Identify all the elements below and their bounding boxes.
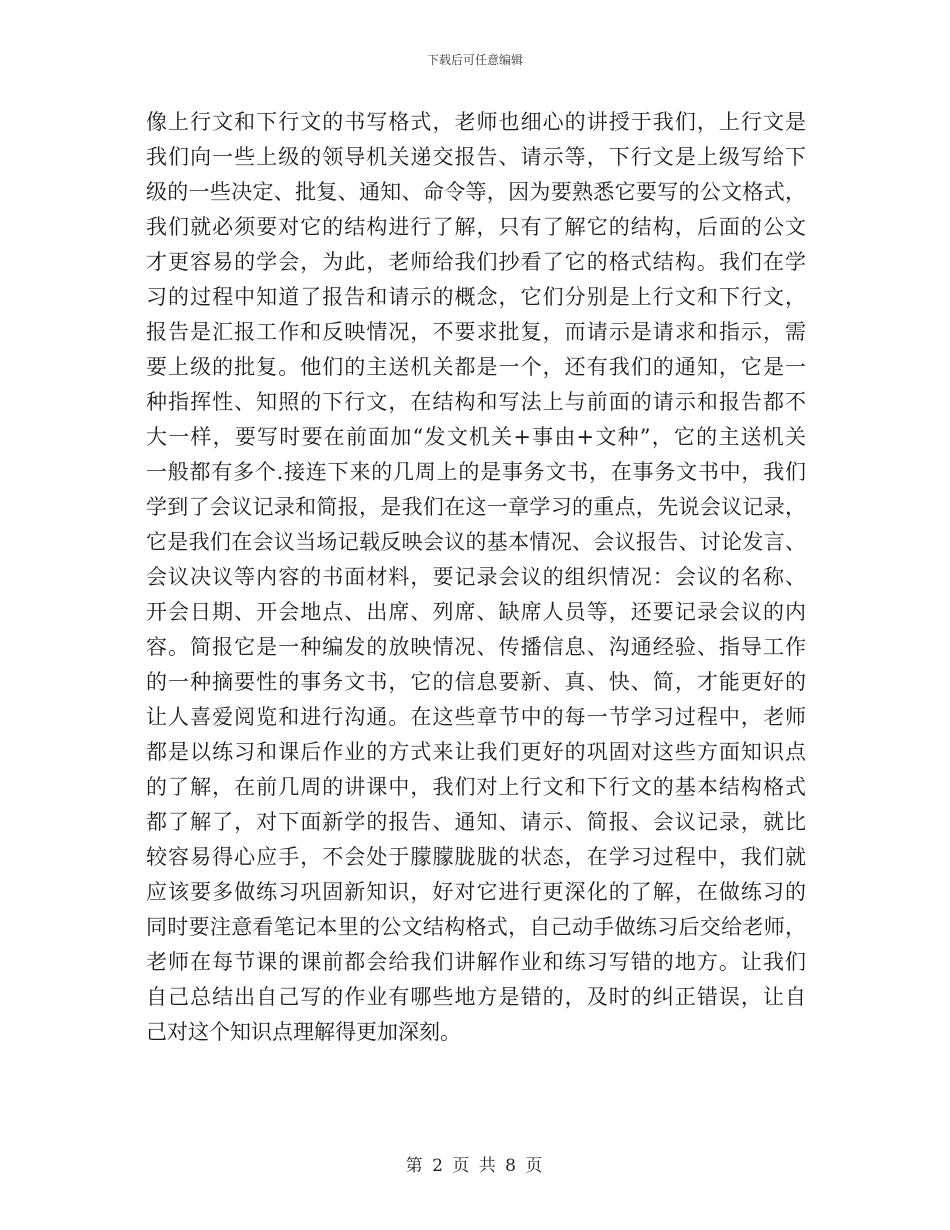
body-line: 应该要多做练习巩固新知识，好对它进行更深化的了解，在做练习的 <box>146 880 806 904</box>
body-line: 都是以练习和课后作业的方式来让我们更好的巩固对这些方面知识点 <box>146 740 806 764</box>
body-line: 我们就必须要对它的结构进行了解，只有了解它的结构，后面的公文 <box>146 215 806 239</box>
body-line: 容。简报它是一种编发的放映情况、传播信息、沟通经验、指导工作 <box>146 635 806 659</box>
body-line: 老师在每节课的课前都会给我们讲解作业和练习写错的地方。让我们 <box>146 950 806 974</box>
body-line: 会议决议等内容的书面材料，要记录会议的组织情况：会议的名称、 <box>146 565 806 589</box>
body-line: 自己总结出自己写的作业有哪些地方是错的，及时的纠正错误，让自 <box>146 985 806 1009</box>
body-line: 要上级的批复。他们的主送机关都是一个，还有我们的通知，它是一 <box>146 355 806 379</box>
body-line: 较容易得心应手，不会处于朦朦胧胧的状态，在学习过程中，我们就 <box>146 845 806 869</box>
page-header: 下载后可任意编辑 <box>426 53 523 67</box>
body-line: 的一种摘要性的事务文书，它的信息要新、真、快、简，才能更好的 <box>146 670 806 694</box>
body-line: 都了解了，对下面新学的报告、通知、请示、简报、会议记录，就比 <box>146 810 806 834</box>
body-line: 级的一些决定、批复、通知、命令等，因为要熟悉它要写的公文格式， <box>146 180 806 204</box>
document-body <box>146 105 806 1050</box>
page-number-footer: 第 2 页 共 8 页 <box>405 1156 545 1176</box>
body-line: 让人喜爱阅览和进行沟通。在这些章节中的每一节学习过程中，老师 <box>146 705 806 729</box>
body-line: 同时要注意看笔记本里的公文结构格式，自己动手做练习后交给老师， <box>146 915 806 939</box>
body-line: 种指挥性、知照的下行文，在结构和写法上与前面的请示和报告都不 <box>146 390 806 414</box>
body-line: 的了解，在前几周的讲课中，我们对上行文和下行文的基本结构格式 <box>146 775 806 799</box>
body-line: 报告是汇报工作和反映情况，不要求批复，而请示是请求和指示，需 <box>146 320 806 344</box>
body-line: 它是我们在会议当场记载反映会议的基本情况、会议报告、讨论发言、 <box>146 530 806 554</box>
body-line: 我们向一些上级的领导机关递交报告、请示等，下行文是上级写给下 <box>146 145 806 169</box>
body-line: 学到了会议记录和简报，是我们在这一章学习的重点，先说会议记录， <box>146 495 806 519</box>
body-line: 开会日期、开会地点、出席、列席、缺席人员等，还要记录会议的内 <box>146 600 806 624</box>
body-line: 像上行文和下行文的书写格式，老师也细心的讲授于我们，上行文是 <box>146 110 806 134</box>
body-line: 才更容易的学会，为此，老师给我们抄看了它的格式结构。我们在学 <box>146 250 806 274</box>
body-line: 习的过程中知道了报告和请示的概念，它们分别是上行文和下行文， <box>146 285 806 309</box>
body-line: 大一样，要写时要在前面加“发文机关+事由+文种”，它的主送机关 <box>146 425 806 449</box>
body-line: 一般都有多个.接连下来的几周上的是事务文书，在事务文书中，我们 <box>146 460 806 484</box>
body-line: 己对这个知识点理解得更加深刻。 <box>146 1020 461 1044</box>
